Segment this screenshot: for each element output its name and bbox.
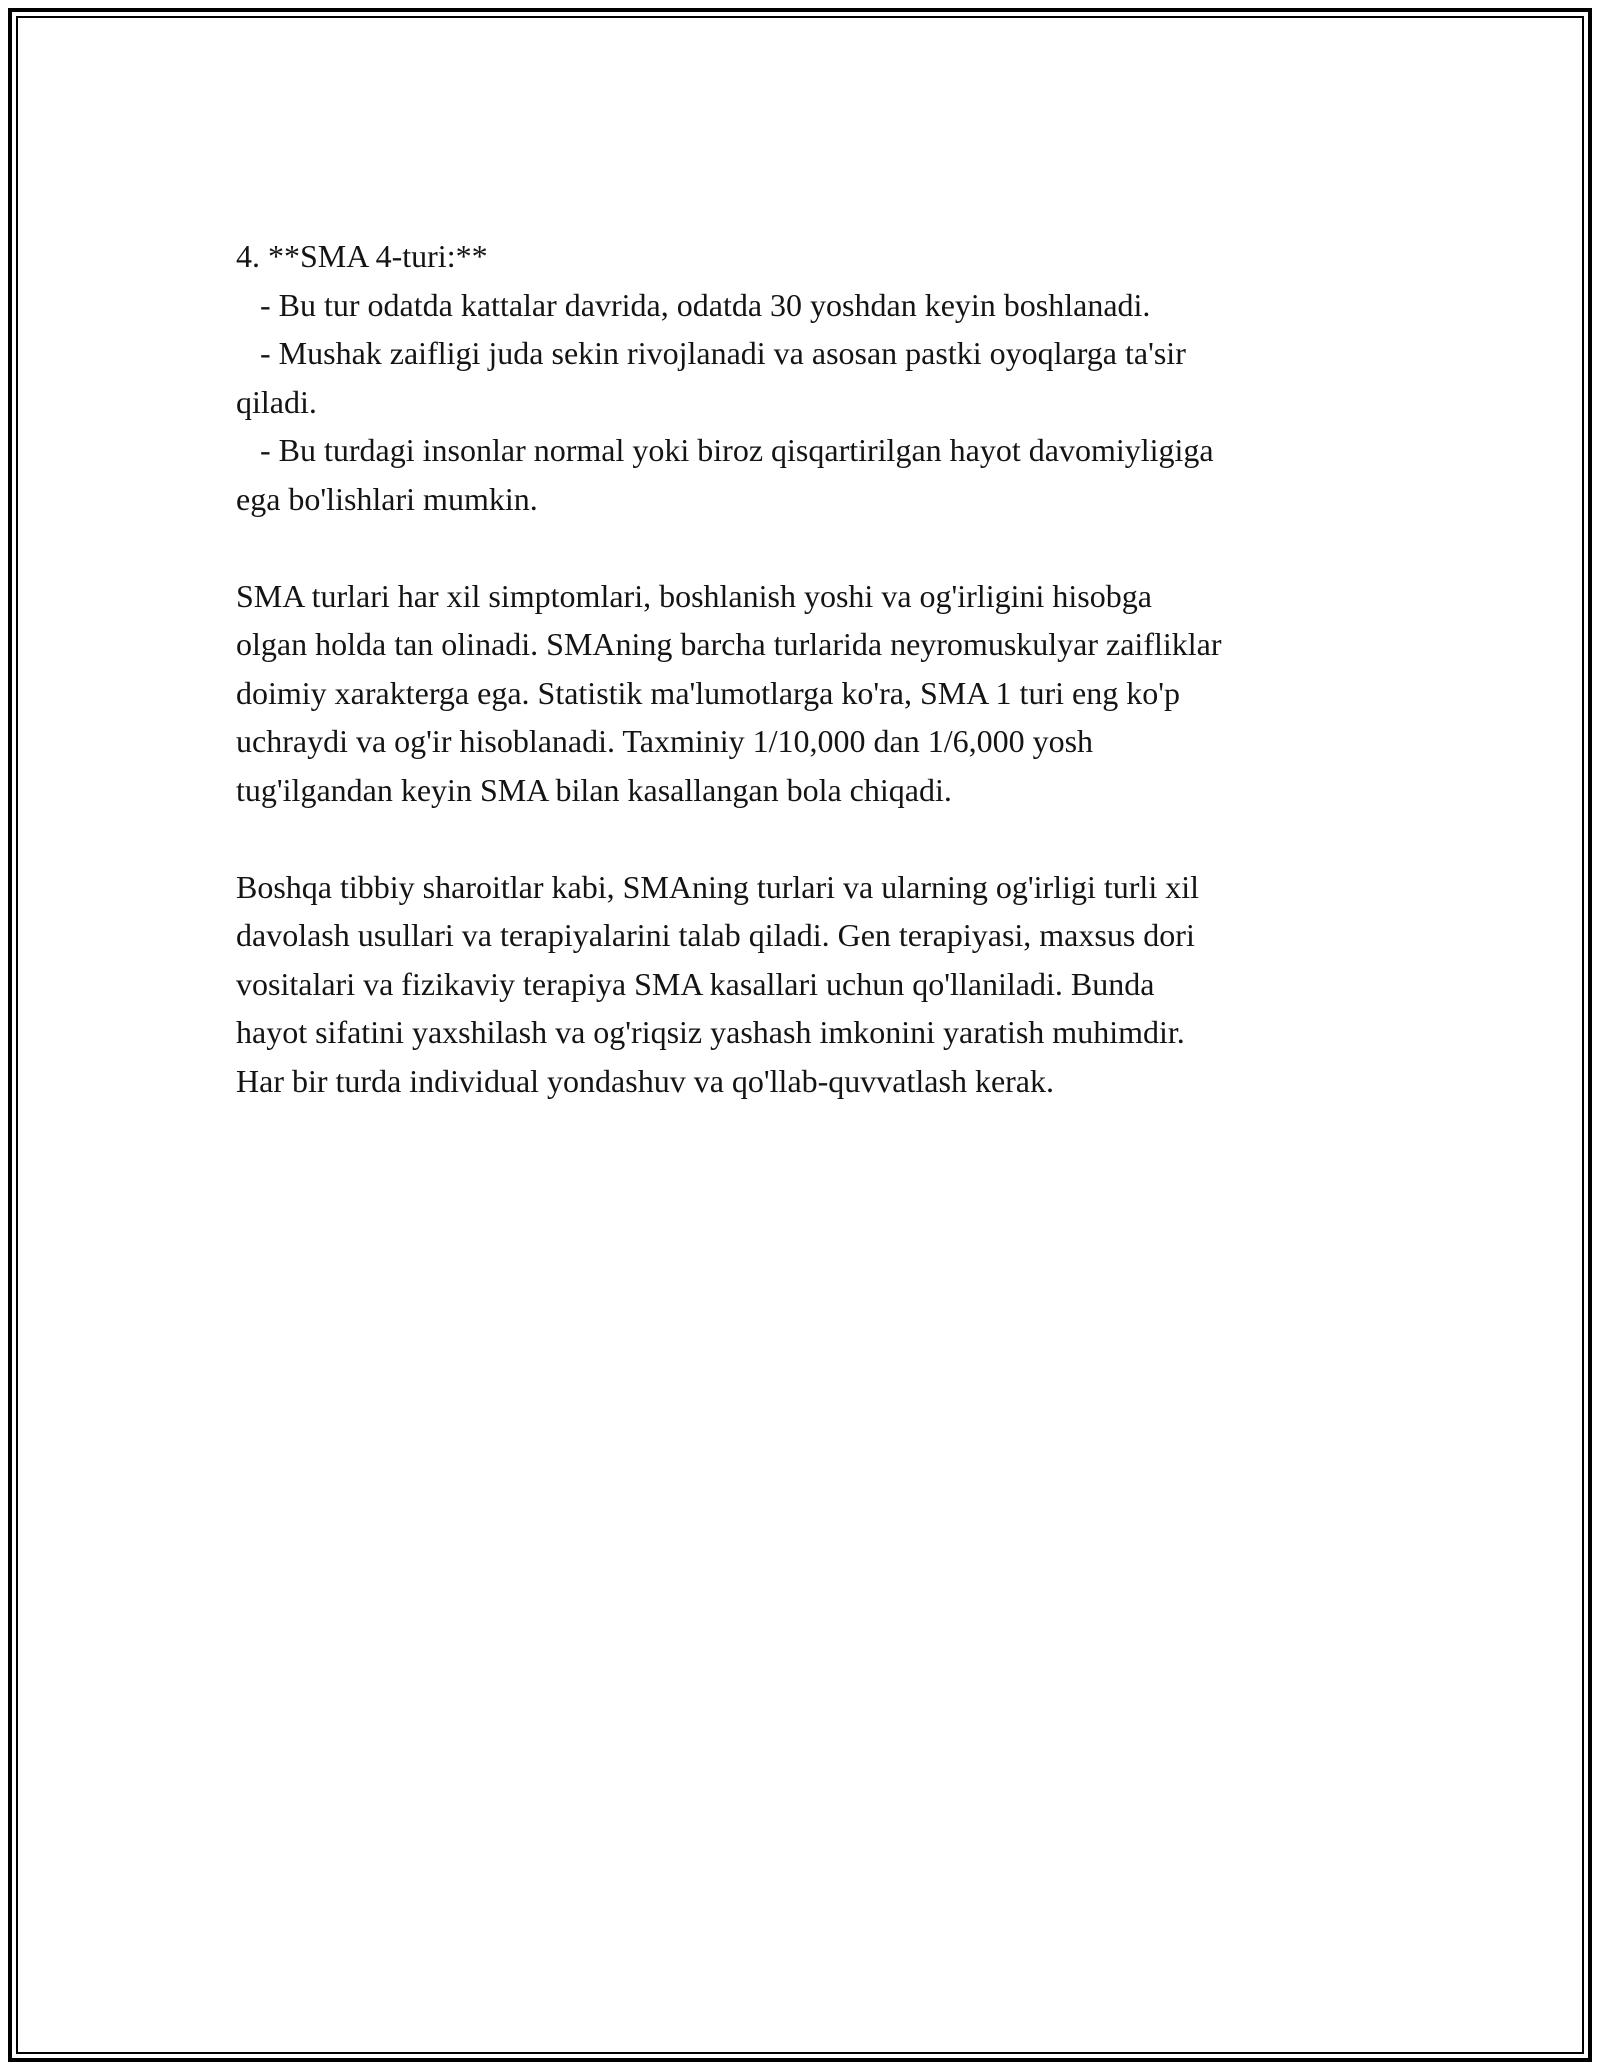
bullet-line: ega bo'lishlari mumkin. [236,480,538,517]
paragraph-line: doimiy xarakterga ega. Statistik ma'lumotlarga ko'ra, SMA 1 turi eng ko'p [236,674,1180,711]
bullet-line: - Bu tur odatda kattalar davrida, odatda 30 yoshdan keyin boshlanadi. [236,286,1151,323]
document-body [236,232,1376,1105]
section-heading: 4. **SMA 4-turi:** [236,238,488,274]
bullet-line: - Bu turdagi insonlar normal yoki biroz qisqartirilgan hayot davomiyligiga [236,432,1214,468]
paragraph-gap [236,814,1376,863]
paragraph-line: hayot sifatini yaxshilash va og'riqsiz yashash imkonini yaratish muhimdir. [236,1014,1185,1050]
bullet-line: - Mushak zaifligi juda sekin rivojlanadi va asosan pastki oyoqlarga ta'sir [236,335,1186,371]
paragraph-line: SMA turlari har xil simptomlari, boshlanish yoshi va og'irligini hisobga [236,577,1152,614]
paragraph-line: tug'ilgandan keyin SMA bilan kasallangan bola chiqadi. [236,771,952,808]
paragraph-line: davolash usullari va terapiyalarini talab qiladi. Gen terapiyasi, maxsus dori [236,917,1195,953]
sma-type-4-section [236,232,1376,523]
paragraph-gap [236,523,1376,572]
paragraph-sma-types-statistics [236,572,1376,815]
paragraph-line: olgan holda tan olinadi. SMAning barcha turlarida neyromuskulyar zaifliklar [236,626,1222,662]
paragraph-line: vositalari va fizikaviy terapiya SMA kasallari uchun qo'llaniladi. Bunda [236,965,1155,1002]
bullet-line: qiladi. [236,383,317,420]
paragraph-line: Boshqa tibbiy sharoitlar kabi, SMAning turlari va ularning og'irligi turli xil [236,868,1199,905]
paragraph-treatment [236,863,1376,1106]
paragraph-line: Har bir turda individual yondashuv va qo'llab-quvvatlash kerak. [236,1062,1054,1099]
paragraph-line: uchraydi va og'ir hisoblanadi. Taxminiy 1/10,000 dan 1/6,000 yosh [236,723,1094,759]
